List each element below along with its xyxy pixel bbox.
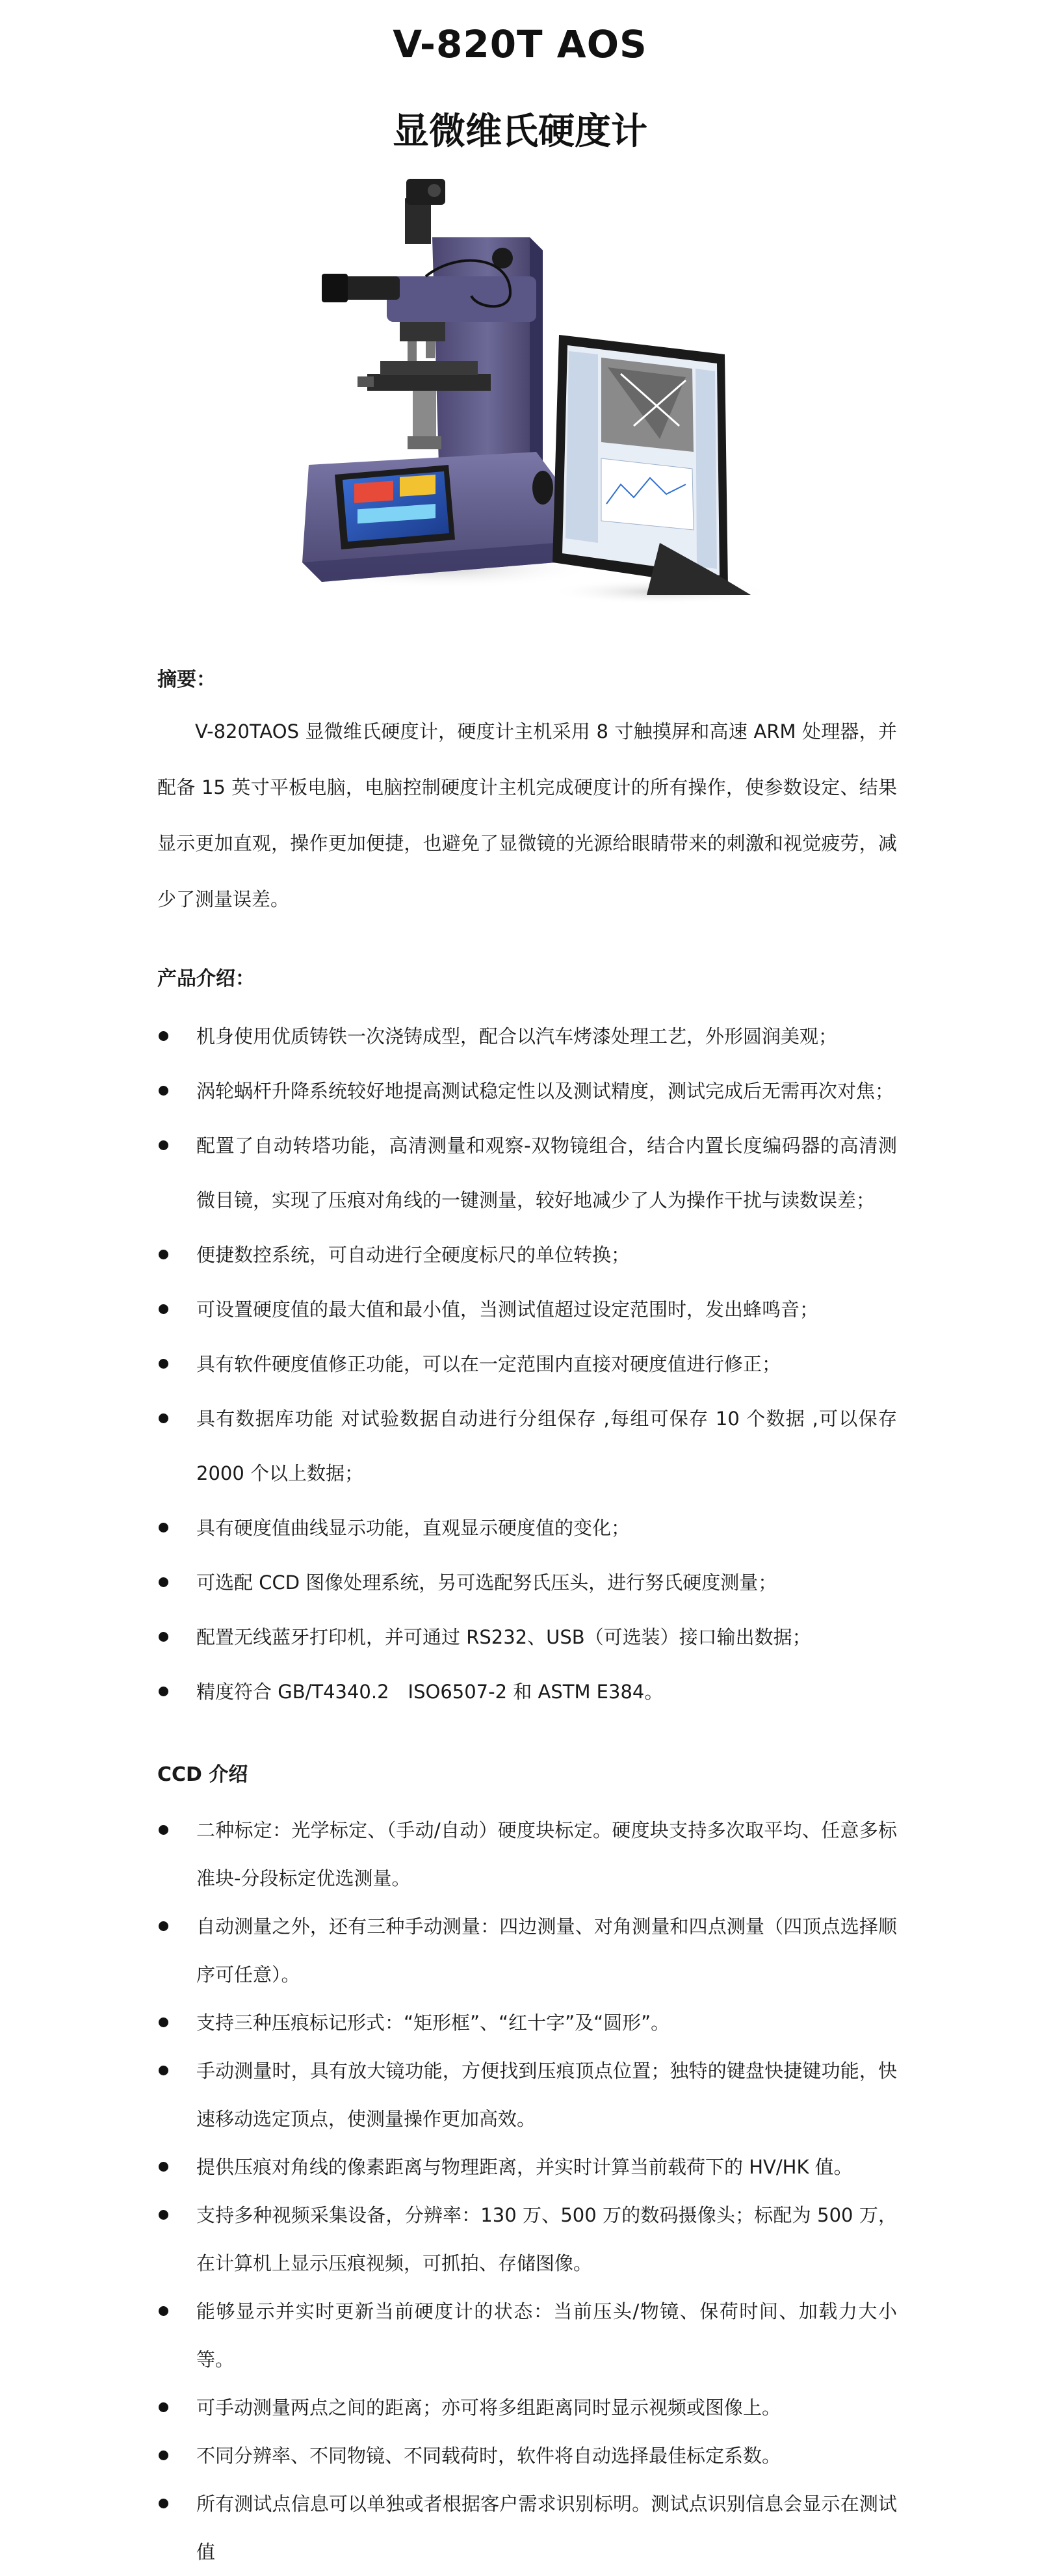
list-item: 可选配 CCD 图像处理系统，另可选配努氏压头，进行努氏硬度测量； bbox=[157, 1555, 897, 1610]
bullet-icon bbox=[159, 1825, 168, 1835]
list-item: 机身使用优质铸铁一次浇铸成型，配合以汽车烤漆处理工艺，外形圆润美观； bbox=[157, 1009, 897, 1064]
bullet-icon bbox=[159, 1577, 168, 1587]
bullet-icon bbox=[159, 2017, 168, 2027]
list-item: 能够显示并实时更新当前硬度计的状态：当前压头/物镜、保荷时间、加载力大小等。 bbox=[157, 2287, 897, 2384]
list-item: 可手动测量两点之间的距离；亦可将多组距离同时显示视频或图像上。 bbox=[157, 2384, 897, 2432]
bullet-icon bbox=[159, 2210, 168, 2220]
bullet-icon bbox=[159, 2066, 168, 2075]
list-item: 自动测量之外，还有三种手动测量：四边测量、对角测量和四点测量（四顶点选择顺序可任意）。 bbox=[157, 1902, 897, 1999]
list-item: 支持多种视频采集设备，分辨率：130 万、500 万的数码摄像头；标配为 500 万，在计算机上显示压痕视频，可抓拍、存储图像。 bbox=[157, 2191, 897, 2287]
list-item: 手动测量时，具有放大镜功能，方便找到压痕顶点位置；独特的键盘快捷键功能，快速移动选定顶点，使测量操作更加高效。 bbox=[157, 2047, 897, 2143]
bullet-icon bbox=[159, 2499, 168, 2508]
bullet-icon bbox=[159, 2162, 168, 2172]
list-item: 具有数据库功能 对试验数据自动进行分组保存 ,每组可保存 10 个数据 ,可以保存 2000 个以上数据； bbox=[157, 1391, 897, 1501]
bullet-icon bbox=[159, 1632, 168, 1642]
list-item: 配置无线蓝牙打印机，并可通过 RS232、USB（可选装）接口输出数据； bbox=[157, 1610, 897, 1664]
bullet-icon bbox=[159, 1140, 168, 1150]
bullet-icon bbox=[159, 1250, 168, 1259]
ccd-heading: CCD 介绍 bbox=[157, 1763, 248, 1786]
list-item: 便捷数控系统，可自动进行全硬度标尺的单位转换； bbox=[157, 1228, 897, 1282]
bullet-icon bbox=[159, 2451, 168, 2460]
list-item: 不同分辨率、不同物镜、不同载荷时，软件将自动选择最佳标定系数。 bbox=[157, 2432, 897, 2480]
summary-text: V-820TAOS 显微维氏硬度计，硬度计主机采用 8 寸触摸屏和高速 ARM 处理器，并配备 15 英寸平板电脑，电脑控制硬度计主机完成硬度计的所有操作，使参数设定、结果显示更加直观，操作更加便捷，也避免了显微镜的光源给眼睛带来的刺激和视觉疲劳，减少了测量误差。 bbox=[157, 720, 897, 910]
list-item: 具有软件硬度值修正功能，可以在一定范围内直接对硬度值进行修正； bbox=[157, 1337, 897, 1391]
list-item: 提供压痕对角线的像素距离与物理距离，并实时计算当前载荷下的 HV/HK 值。 bbox=[157, 2143, 897, 2191]
list-item: 支持三种压痕标记形式：“矩形框”、“红十字”及“圆形”。 bbox=[157, 1999, 897, 2047]
bullet-icon bbox=[159, 1031, 168, 1041]
bullet-icon bbox=[159, 1304, 168, 1314]
list-item: 配置了自动转塔功能，高清测量和观察-双物镜组合，结合内置长度编码器的高清测微目镜，实现了压痕对角线的一键测量，较好地减少了人为操作干扰与读数误差； bbox=[157, 1118, 897, 1228]
list-item: 可设置硬度值的最大值和最小值，当测试值超过设定范围时，发出蜂鸣音； bbox=[157, 1282, 897, 1337]
bullet-icon bbox=[159, 2306, 168, 2316]
list-item: 所有测试点信息可以单独或者根据客户需求识别标明。测试点识别信息会显示在测试值 bbox=[157, 2480, 897, 2576]
bullet-icon bbox=[159, 1523, 168, 1532]
summary-heading: 摘要： bbox=[157, 668, 216, 691]
product-feature-list bbox=[157, 1009, 897, 1719]
bullet-icon bbox=[159, 1413, 168, 1423]
bullet-icon bbox=[159, 1921, 168, 1931]
product-photo bbox=[296, 179, 764, 608]
bullet-icon bbox=[159, 1086, 168, 1096]
product-heading: 产品介绍： bbox=[157, 967, 255, 990]
list-item: 涡轮蜗杆升降系统较好地提高测试稳定性以及测试精度，测试完成后无需再次对焦； bbox=[157, 1064, 897, 1118]
bullet-icon bbox=[159, 1687, 168, 1696]
ccd-feature-list bbox=[157, 1806, 897, 2576]
product-name-title: 显微维氏硬度计 bbox=[393, 111, 647, 153]
list-item: 二种标定：光学标定、（手动/自动）硬度块标定。硬度块支持多次取平均、任意多标准块-分段标定优选测量。 bbox=[157, 1806, 897, 1902]
product-model-title: V-820T AOS bbox=[393, 22, 647, 66]
bullet-icon bbox=[159, 1359, 168, 1369]
list-item: 具有硬度值曲线显示功能，直观显示硬度值的变化； bbox=[157, 1501, 897, 1555]
list-item: 精度符合 GB/T4340.2 ISO6507-2 和 ASTM E384。 bbox=[157, 1664, 897, 1719]
bullet-icon bbox=[159, 2402, 168, 2412]
